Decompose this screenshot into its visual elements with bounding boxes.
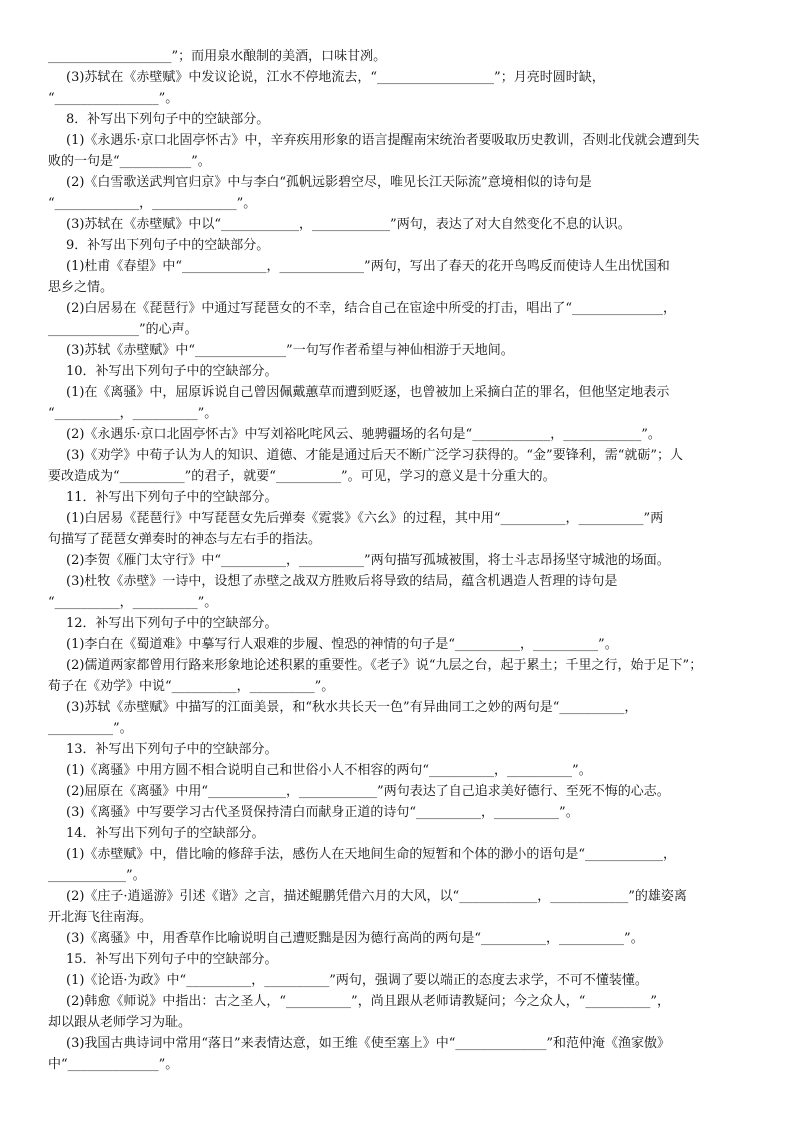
text-line: (1)李白在《蜀道难》中摹写行人艰难的步履、惶恐的神情的句子是“__________，__________”。 bbox=[66, 637, 618, 652]
text-line: 要改造成为“__________”的君子，就要“__________”。可见，学习的意义是十分重大的。 bbox=[48, 469, 556, 484]
question-heading: 10．补写出下列句子中的空缺部分。 bbox=[66, 364, 278, 379]
text-line: (3)《劝学》中荀子认为人的知识、道德、才能是通过后天不断广泛学习获得的。“金”要锋利，需“就砺”；人 bbox=[66, 448, 683, 463]
text-line: (3)我国古典诗词中常用“落日”来表情达意，如王维《使至塞上》中“______________”和范仲淹《渔家傲》 bbox=[66, 1036, 670, 1051]
text-line: (3)苏轼《赤壁赋》中“______________”一句写作者希望与神仙相游于天地间。 bbox=[66, 343, 514, 358]
text-line: (3)《离骚》中写要学习古代圣贤保持清白而献身正道的诗句“__________，__________”。 bbox=[66, 805, 579, 820]
text-line: (3)杜牧《赤壁》一诗中，设想了赤壁之战双方胜败后将导致的结局，蕴含机遇造人哲理的诗句是 bbox=[66, 574, 618, 589]
text-line: 中“______________”。 bbox=[48, 1057, 179, 1072]
text-line: 荀子在《劝学》中说“__________，__________”。 bbox=[48, 679, 335, 694]
text-line: 句描写了琵琶女弹奏时的神态与左右手的指法。 bbox=[48, 532, 322, 547]
text-line: “__________，__________”。 bbox=[48, 406, 218, 421]
question-heading: 11．补写出下列句子中的空缺部分。 bbox=[66, 490, 278, 505]
question-heading: 13．补写出下列句子中的空缺部分。 bbox=[66, 742, 278, 757]
text-line: (1)《永遇乐·京口北固亭怀古》中，辛弃疾用形象的语言提醒南宋统治者要吸取历史教训，否则北伐就会遭到失 bbox=[66, 133, 700, 148]
text-line: 思乡之情。 bbox=[48, 280, 114, 295]
text-line: (3)苏轼在《赤壁赋》中以“____________，____________”两句，表达了对大自然变化不息的认识。 bbox=[66, 217, 631, 232]
text-line: (2)屈原在《离骚》中用“____________，____________”两句表达了自己追求美好德行、至死不悔的心志。 bbox=[66, 784, 670, 799]
text-line: (2)儒道两家都曾用行路来形象地论述积累的重要性。《老子》说“九层之台，起于累土；千里之行，始于足下”； bbox=[66, 658, 703, 673]
text-line: (2)韩愈《师说》中指出：古之圣人，“__________”，尚且跟从老师请教疑问；今之众人，“__________”， bbox=[66, 994, 670, 1009]
text-line: 却以跟从老师学习为耻。 bbox=[48, 1015, 192, 1030]
text-line: __________”。 bbox=[48, 721, 133, 736]
text-line: “__________，__________”。 bbox=[48, 595, 218, 610]
text-line: “________________”。 bbox=[48, 91, 179, 106]
text-line: (1)《离骚》中用方圆不相合说明自己和世俗小人不相容的两句“__________，__________”。 bbox=[66, 763, 592, 778]
text-line: (1)杜甫《春望》中“_____________，_____________”两句，写出了春天的花开鸟鸣反而使诗人生出忧国和 bbox=[66, 259, 670, 274]
question-heading: 9．补写出下列句子中的空缺部分。 bbox=[66, 238, 270, 253]
text-line: “_____________，_____________”。 bbox=[48, 196, 257, 211]
text-line: (2)《白雪歌送武判官归京》中与李白“孤帆远影碧空尽，唯见长江天际流”意境相似的诗句是 bbox=[66, 175, 592, 190]
question-heading: 12．补写出下列句子中的空缺部分。 bbox=[66, 616, 278, 631]
question-heading: 14．补写出下列句子的空缺部分。 bbox=[66, 826, 265, 841]
text-line: (2)李贺《雁门太守行》中“__________，__________”两句描写孤城被围，将士斗志昂扬坚守城池的场面。 bbox=[66, 553, 670, 568]
text-line: (1)《论语·为政》中“__________，__________”两句，强调了要以端正的态度去求学，不可不懂装懂。 bbox=[66, 973, 648, 988]
question-heading: 15．补写出下列句子中的空缺部分。 bbox=[66, 952, 278, 967]
text-line: ______________”的心声。 bbox=[48, 322, 198, 337]
text-line: 开北海飞往南海。 bbox=[48, 910, 153, 925]
text-line: (2)《庄子·逍遥游》引述《谐》之言，描述鲲鹏凭借六月的大风，以“____________，____________”的雄姿离 bbox=[66, 889, 687, 904]
text-line: ___________________”；而用泉水酿制的美酒，口味甘冽。 bbox=[48, 49, 387, 64]
text-line: (3)《离骚》中，用香草作比喻说明自己遭贬黜是因为德行高尚的两句是“__________，__________”。 bbox=[66, 931, 644, 946]
text-line: 败的一句是“___________”。 bbox=[48, 154, 211, 169]
text-line: (2)《永遇乐·京口北固亭怀古》中写刘裕叱咤风云、驰骋疆场的名句是“____________，____________”。 bbox=[66, 427, 661, 442]
text-line: (1)《赤壁赋》中，借比喻的修辞手法，感伤人在天地间生命的短暂和个体的渺小的语句是“____________， bbox=[66, 847, 677, 862]
text-line-justified: (3)苏轼在《赤壁赋》中发议论说，江水不停地流去，“__________________”；月亮时圆时缺， bbox=[66, 70, 605, 85]
text-line: ____________”。 bbox=[48, 868, 146, 883]
text-line: (1)在《离骚》中，屈原诉说自己曾因佩戴蕙草而遭到贬逐，也曾被加上采摘白芷的罪名，但他坚定地表示 bbox=[66, 385, 670, 400]
text-line: (2)白居易在《琵琶行》中通过写琵琶女的不幸，结合自己在宦途中所受的打击，唱出了“______________， bbox=[66, 301, 677, 316]
text-line: (1)白居易《琵琶行》中写琵琶女先后弹奏《霓裳》《六幺》的过程，其中用“__________，__________”两 bbox=[66, 511, 664, 526]
question-heading: 8．补写出下列句子中的空缺部分。 bbox=[66, 112, 270, 127]
text-line: (3)苏轼《赤壁赋》中描写的江面美景，和“秋水共长天一色”有异曲同工之妙的两句是“__________， bbox=[66, 700, 638, 715]
